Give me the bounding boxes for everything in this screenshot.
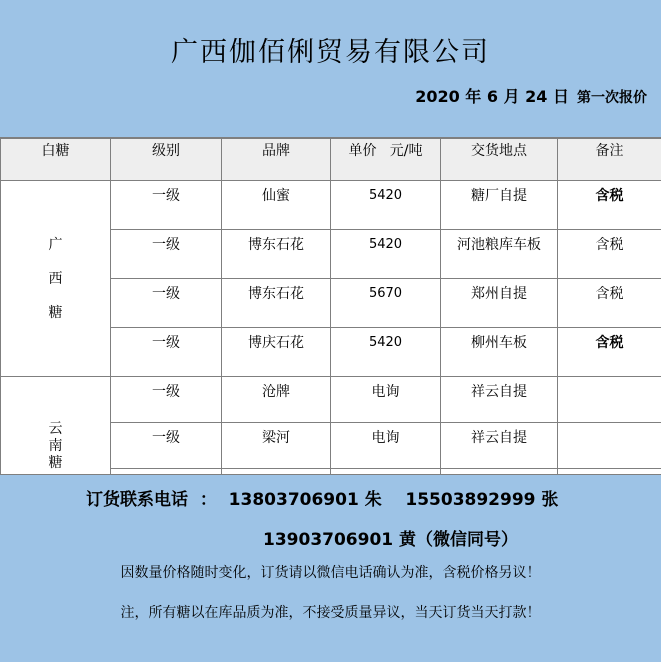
brand-cell: 仙蜜 xyxy=(222,181,331,230)
header-band xyxy=(0,0,661,138)
price-cell: 5670 xyxy=(331,279,441,328)
contact-line-2: 13903706901 黄（微信同号） xyxy=(263,530,519,550)
col-header-grade: 级别 xyxy=(111,139,222,181)
region-char: 云 xyxy=(48,420,63,437)
place-cell: 河池粮库车板 xyxy=(441,230,558,279)
place-cell: 郑州自提 xyxy=(441,279,558,328)
col-header-note: 备注 xyxy=(558,139,661,181)
note-cell: 含税 xyxy=(558,230,661,279)
place-cell: 祥云自提 xyxy=(441,377,558,423)
place-cell: 祥云自提 xyxy=(441,423,558,469)
region-char: 糖 xyxy=(48,454,63,471)
price-cell: 电询 xyxy=(331,423,441,469)
grade-cell: 一级 xyxy=(111,423,222,469)
note-cell: 含税 xyxy=(558,181,661,230)
edition-text: 第一次报价 xyxy=(577,90,647,106)
grade-cell: 一级 xyxy=(111,328,222,377)
grade-cell: 一级 xyxy=(111,279,222,328)
footer-band xyxy=(0,474,661,662)
brand-cell: 博庆石花 xyxy=(222,328,331,377)
price-cell: 电询 xyxy=(331,377,441,423)
grade-cell: 一级 xyxy=(111,377,222,423)
table-row xyxy=(1,181,661,230)
place-cell: 糖厂自提 xyxy=(441,181,558,230)
col-header-brand: 品牌 xyxy=(222,139,331,181)
region-char: 广 xyxy=(48,236,63,253)
grade-cell: 一级 xyxy=(111,230,222,279)
region-char: 糖 xyxy=(48,304,63,321)
price-cell: 5420 xyxy=(331,230,441,279)
note-cell xyxy=(558,423,661,469)
col-header-sugar: 白糖 xyxy=(1,139,111,181)
table-header-row xyxy=(1,139,661,181)
brand-cell: 沧牌 xyxy=(222,377,331,423)
table-row xyxy=(1,377,661,423)
col-header-price: 单价 元/吨 xyxy=(331,139,441,181)
brand-cell: 博东石花 xyxy=(222,279,331,328)
brand-cell: 博东石花 xyxy=(222,230,331,279)
brand-cell: 梁河 xyxy=(222,423,331,469)
region-char: 西 xyxy=(48,270,63,287)
quality-notice: 注，所有糖以在库品质为准，不接受质量异议，当天订货当天打款！ xyxy=(120,605,541,621)
date-text: 2020 年 6 月 24 日 xyxy=(415,87,569,106)
price-table xyxy=(0,138,661,515)
contact-line-1: 订货联系电话 ： 13803706901 朱 15503892999 张 xyxy=(86,490,559,510)
col-header-place: 交货地点 xyxy=(441,139,558,181)
company-title: 广西伽佰俐贸易有限公司 xyxy=(171,37,490,68)
quote-date xyxy=(415,84,647,107)
price-cell: 5420 xyxy=(331,181,441,230)
region-char: 南 xyxy=(48,437,63,454)
note-cell: 含税 xyxy=(558,279,661,328)
note-cell xyxy=(558,377,661,423)
note-cell: 含税 xyxy=(558,328,661,377)
grade-cell: 一级 xyxy=(111,181,222,230)
region-guangxi xyxy=(1,181,111,377)
place-cell: 柳州车板 xyxy=(441,328,558,377)
price-cell: 5420 xyxy=(331,328,441,377)
price-notice: 因数量价格随时变化，订货请以微信电话确认为准，含税价格另议！ xyxy=(120,565,541,581)
